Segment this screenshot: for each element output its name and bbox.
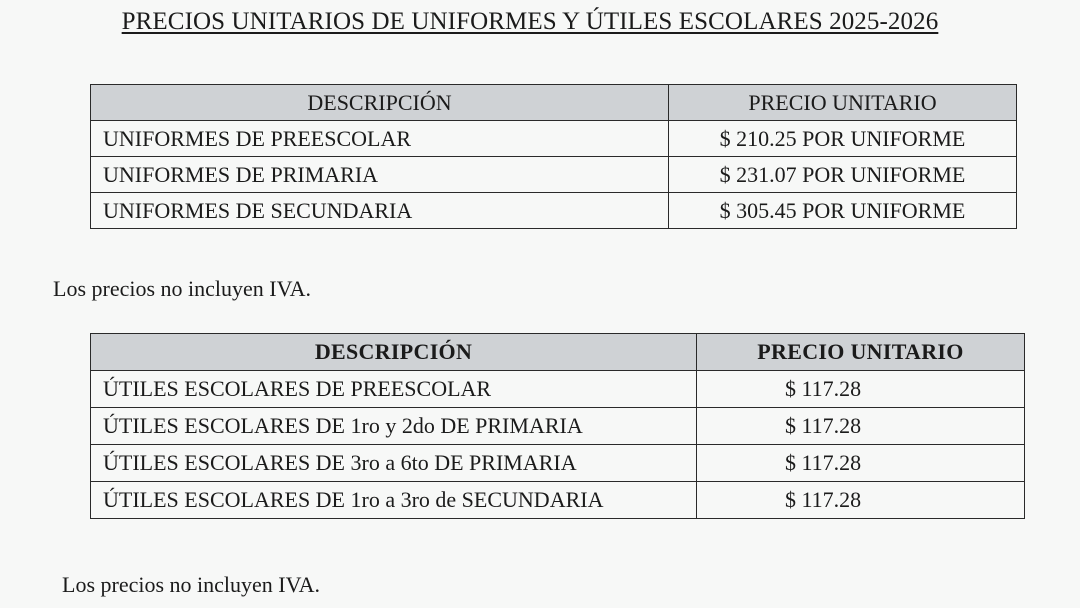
row-price: $ 117.28 [697,445,1025,482]
table-row [91,482,1025,519]
tax-note: Los precios no incluyen IVA. [62,572,321,597]
description-column-header: DESCRIPCIÓN [91,85,669,121]
table-header-row [91,334,1025,371]
row-price: $ 117.28 [697,408,1025,445]
row-price: $ 117.28 [697,482,1025,519]
table-row [91,193,1017,229]
row-description: ÚTILES ESCOLARES DE 1ro y 2do DE PRIMARIA [91,408,697,445]
row-description: ÚTILES ESCOLARES DE 3ro a 6to DE PRIMARIA [91,445,697,482]
table-row [91,445,1025,482]
row-price: $ 210.25 POR UNIFORME [669,121,1017,157]
row-description: ÚTILES ESCOLARES DE PREESCOLAR [91,371,697,408]
table-row [91,371,1025,408]
school-supplies-price-table [90,333,1025,519]
price-column-header: PRECIO UNITARIO [697,334,1025,371]
table-row [91,157,1017,193]
row-description: UNIFORMES DE SECUNDARIA [91,193,669,229]
description-column-header: DESCRIPCIÓN [91,334,697,371]
row-description: UNIFORMES DE PREESCOLAR [91,121,669,157]
row-description: ÚTILES ESCOLARES DE 1ro a 3ro de SECUNDARIA [91,482,697,519]
tax-note: Los precios no incluyen IVA. [53,276,312,301]
row-price: $ 117.28 [697,371,1025,408]
row-description: UNIFORMES DE PRIMARIA [91,157,669,193]
table-row [91,121,1017,157]
price-column-header: PRECIO UNITARIO [669,85,1017,121]
table-row [91,408,1025,445]
table-header-row [91,85,1017,121]
row-price: $ 231.07 POR UNIFORME [669,157,1017,193]
page-title: PRECIOS UNITARIOS DE UNIFORMES Y ÚTILES ESCOLARES 2025-2026 [121,8,939,35]
row-price: $ 305.45 POR UNIFORME [669,193,1017,229]
uniforms-price-table [90,84,1017,229]
